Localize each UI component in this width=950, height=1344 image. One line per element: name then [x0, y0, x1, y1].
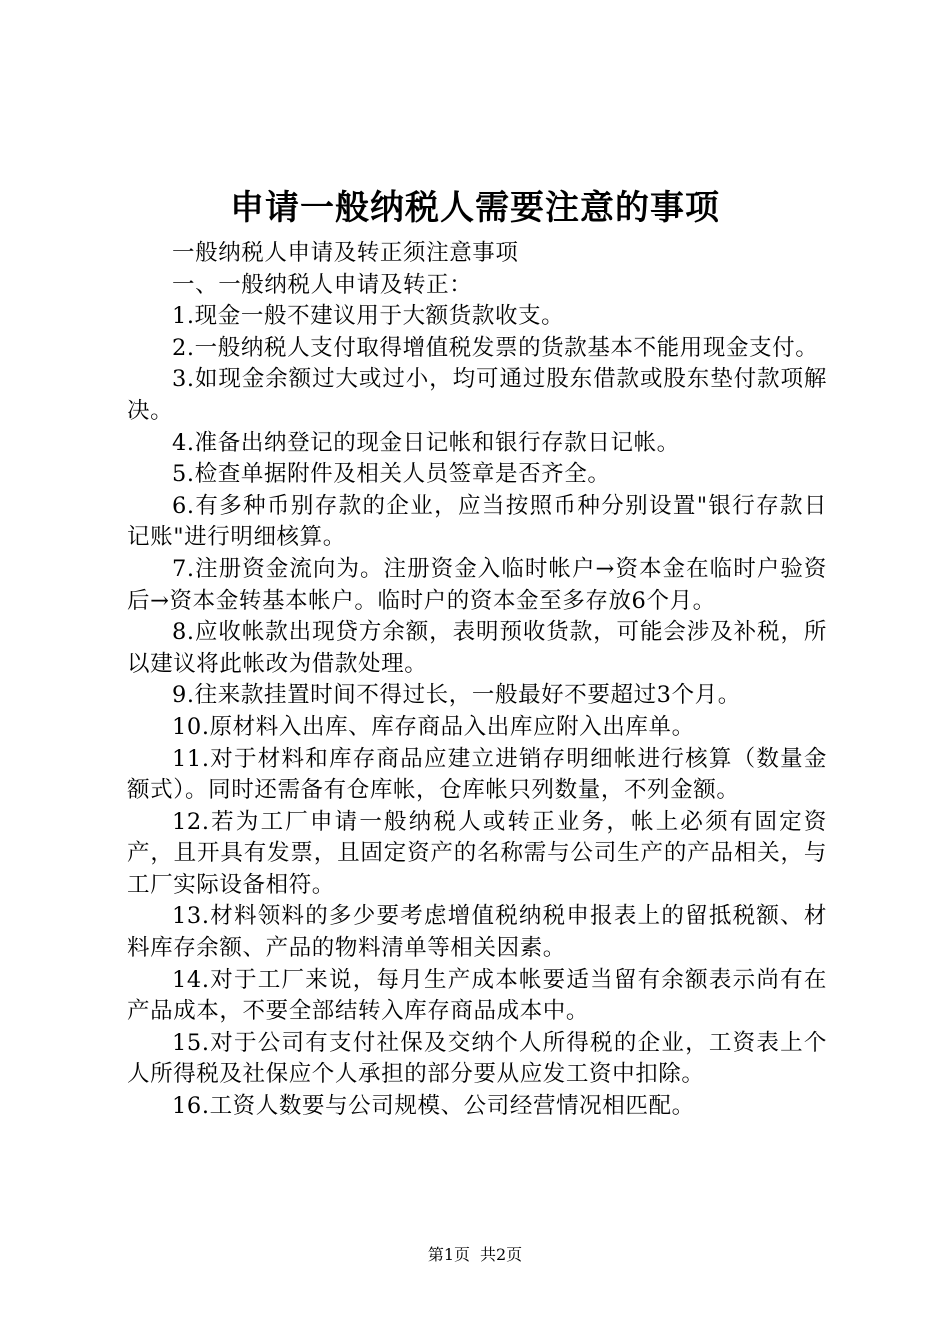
page-number: 第1页	[427, 1245, 470, 1264]
list-item: 3.如现金余额过大或过小，均可通过股东借款或股东垫付款项解决。	[127, 366, 827, 424]
list-item: 8.应收帐款出现贷方余额，表明预收货款，可能会涉及补税，所以建议将此帐改为借款处理。	[127, 619, 827, 677]
page-total: 共2页	[480, 1245, 523, 1264]
document-subtitle: 一般纳税人申请及转正须注意事项	[172, 240, 519, 266]
document-body	[127, 238, 827, 1123]
list-item: 1.现金一般不建议用于大额货款收支。	[172, 303, 565, 330]
list-item: 4.准备出纳登记的现金日记帐和银行存款日记帐。	[172, 429, 680, 456]
list-item: 2.一般纳税人支付取得增值税发票的货款基本不能用现金支付。	[172, 334, 819, 361]
list-item: 16.工资人数要与公司规模、公司经营情况相匹配。	[172, 1093, 695, 1120]
list-item: 14.对于工厂来说，每月生产成本帐要适当留有余额表示尚有在产品成本，不要全部结转入库存商品成本中。	[127, 966, 827, 1025]
list-item: 13.材料领料的多少要考虑增值税纳税申报表上的留抵税额、材料库存余额、产品的物料清单等相关因素。	[127, 903, 827, 962]
list-item: 10.原材料入出库、库存商品入出库应附入出库单。	[172, 713, 695, 740]
document-title: 申请一般纳税人需要注意的事项	[230, 188, 720, 228]
list-item: 7.注册资金流向为。注册资金入临时帐户→资本金在临时户验资后→资本金转基本帐户。临时户的资本金至多存放6个月。	[127, 555, 827, 614]
section-heading: 一、一般纳税人申请及转正：	[172, 271, 473, 298]
list-item: 11.对于材料和库存商品应建立进销存明细帐进行核算（数量金额式）。同时还需备有仓库帐，仓库帐只列数量，不列金额。	[127, 745, 827, 804]
list-item: 15.对于公司有支付社保及交纳个人所得税的企业，工资表上个人所得税及社保应个人承担的部分要从应发工资中扣除。	[127, 1029, 827, 1088]
list-item: 6.有多种币别存款的企业，应当按照币种分别设置"银行存款日记账"进行明细核算。	[127, 492, 827, 551]
page-footer	[0, 1243, 950, 1267]
list-item: 9.往来款挂置时间不得过长，一般最好不要超过3个月。	[172, 682, 741, 709]
list-item: 12.若为工厂申请一般纳税人或转正业务，帐上必须有固定资产，且开具有发票，且固定资产的名称需与公司生产的产品相关，与工厂实际设备相符。	[127, 808, 827, 898]
list-item: 5.检查单据附件及相关人员签章是否齐全。	[172, 461, 611, 488]
